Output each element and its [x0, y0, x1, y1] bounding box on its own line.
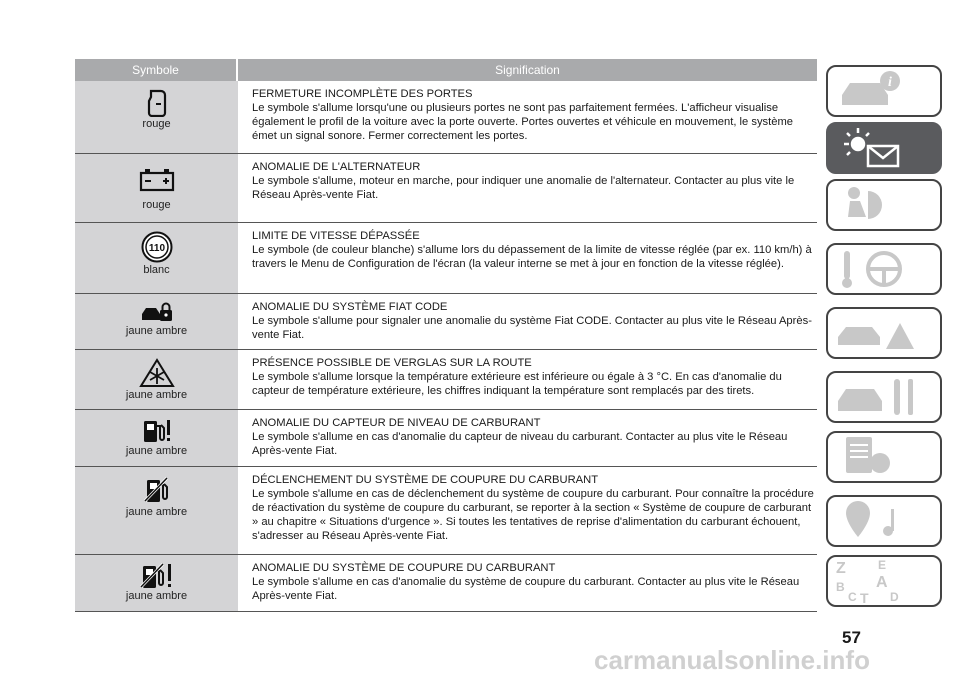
alphabetical-index-icon [828, 557, 940, 605]
row-text: Le symbole s'allume lorsque la température extérieure est inférieure ou égale à 3 °C. En cas d'anomalie du capteur de température extérieure, les chiffres indiquant la température sont remplacés par des tirets. [252, 371, 782, 397]
steering-wheel-key-icon [828, 245, 940, 293]
table-row [75, 81, 817, 154]
car-tools-icon [828, 373, 940, 421]
table-row [75, 154, 817, 223]
row-title: ANOMALIE DU SYSTÈME DE COUPURE DU CARBURANT [252, 562, 556, 574]
symbol-color: jaune ambre [125, 506, 188, 518]
warning-lights-table [75, 59, 817, 612]
tab-starting-driving[interactable] [826, 243, 942, 295]
tab-car-info[interactable] [826, 65, 942, 117]
tab-safety[interactable] [826, 179, 942, 231]
specifications-icon [828, 433, 940, 481]
fuel-cutoff-icon [144, 475, 170, 505]
page-number: 57 [842, 628, 861, 647]
row-text: Le symbole s'allume en cas de déclenchement du système de coupure du carburant. Pour connaître la procédure de réactivation du système de coupure du carburant, se reporter à la section « Système de coupure de carburant » au chapitre « Situations d'urgence ». Si toutes les tentatives de reprise d'alimentation du carburant échouent, s'adresser au Réseau Après-vente Fiat. [252, 488, 814, 542]
symbol-color: jaune ambre [125, 445, 188, 457]
row-title: DÉCLENCHEMENT DU SYSTÈME DE COUPURE DU CARBURANT [252, 474, 599, 486]
battery-icon [139, 162, 175, 198]
table-row [75, 467, 817, 555]
speed-limit-icon [141, 231, 173, 263]
index-letter: C [848, 590, 857, 604]
table-row [75, 294, 817, 350]
multimedia-icon [828, 497, 940, 545]
index-letter: E [878, 558, 887, 572]
ice-warning-icon [139, 358, 175, 388]
tab-warning-lights[interactable] [826, 122, 942, 174]
row-title: PRÉSENCE POSSIBLE DE VERGLAS SUR LA ROUTE [252, 357, 532, 369]
warning-light-message-icon [828, 124, 940, 172]
symbol-color: jaune ambre [125, 389, 188, 401]
tab-index[interactable] [826, 555, 942, 607]
index-letter: D [890, 590, 899, 604]
index-letter: A [876, 574, 888, 591]
symbol-color: blanc [143, 264, 170, 276]
car-accident-icon [828, 309, 940, 357]
row-title: ANOMALIE DU SYSTÈME FIAT CODE [252, 301, 448, 313]
table-row [75, 350, 817, 410]
index-letter: T [860, 590, 869, 605]
tab-multimedia[interactable] [826, 495, 942, 547]
fuel-level-fault-icon [141, 418, 173, 444]
row-text: Le symbole s'allume en cas d'anomalie du capteur de niveau du carburant. Contacter au plus vite le Réseau Après-vente Fiat. [252, 431, 788, 457]
symbol-color: jaune ambre [125, 590, 188, 602]
row-title: LIMITE DE VITESSE DÉPASSÉE [252, 230, 420, 242]
fuel-cutoff-fault-icon [140, 563, 174, 589]
table-header [75, 59, 817, 81]
row-title: ANOMALIE DU CAPTEUR DE NIVEAU DE CARBURANT [252, 417, 541, 429]
table-row [75, 555, 817, 612]
row-text: Le symbole (de couleur blanche) s'allume lors du dépassement de la limite de vitesse réglée (par ex. 110 km/h) à travers le Menu de Configuration de l'écran (la valeur interne se met à jour en fonction de la vitesse réglée). [252, 244, 812, 270]
row-text: Le symbole s'allume en cas d'anomalie du système de coupure du carburant. Contacter au plus vite le Réseau Après-vente Fiat. [252, 576, 800, 602]
seat-airbag-icon [828, 181, 940, 229]
tab-emergency[interactable] [826, 307, 942, 359]
tab-maintenance[interactable] [826, 371, 942, 423]
row-title: ANOMALIE DE L'ALTERNATEUR [252, 161, 421, 173]
watermark: carmanualsonline.info [594, 645, 870, 675]
table-row [75, 223, 817, 294]
row-text: Le symbole s'allume, moteur en marche, pour indiquer une anomalie de l'alternateur. Contacter au plus vite le Réseau Après-vente Fiat. [252, 175, 795, 201]
row-text: Le symbole s'allume lorsqu'une ou plusieurs portes ne sont pas parfaitement fermées. L'afficheur visualise également le profil de la voiture avec la porte ouverte. Portes ouvertes et véhicule en mouvement, le système émet un signal sonore. Fermer correctement les portes. [252, 102, 794, 142]
speed-badge: 110 [148, 243, 165, 254]
header-symbol: Symbole [75, 59, 238, 81]
index-letter: Z [836, 560, 846, 577]
car-info-icon [828, 67, 940, 115]
svg-text:i: i [888, 75, 892, 90]
symbol-color: jaune ambre [125, 325, 188, 337]
header-meaning: Signification [495, 63, 560, 77]
index-letter: B [836, 580, 845, 594]
symbol-color: rouge [142, 118, 171, 130]
door-open-icon [147, 89, 167, 117]
row-title: FERMETURE INCOMPLÈTE DES PORTES [252, 88, 473, 100]
tab-specifications[interactable] [826, 431, 942, 483]
table-row [75, 410, 817, 467]
car-lock-icon [140, 302, 174, 324]
symbol-color: rouge [142, 199, 171, 211]
row-text: Le symbole s'allume pour signaler une anomalie du système Fiat CODE. Contacter au plus vite le Réseau Après-vente Fiat. [252, 315, 812, 341]
